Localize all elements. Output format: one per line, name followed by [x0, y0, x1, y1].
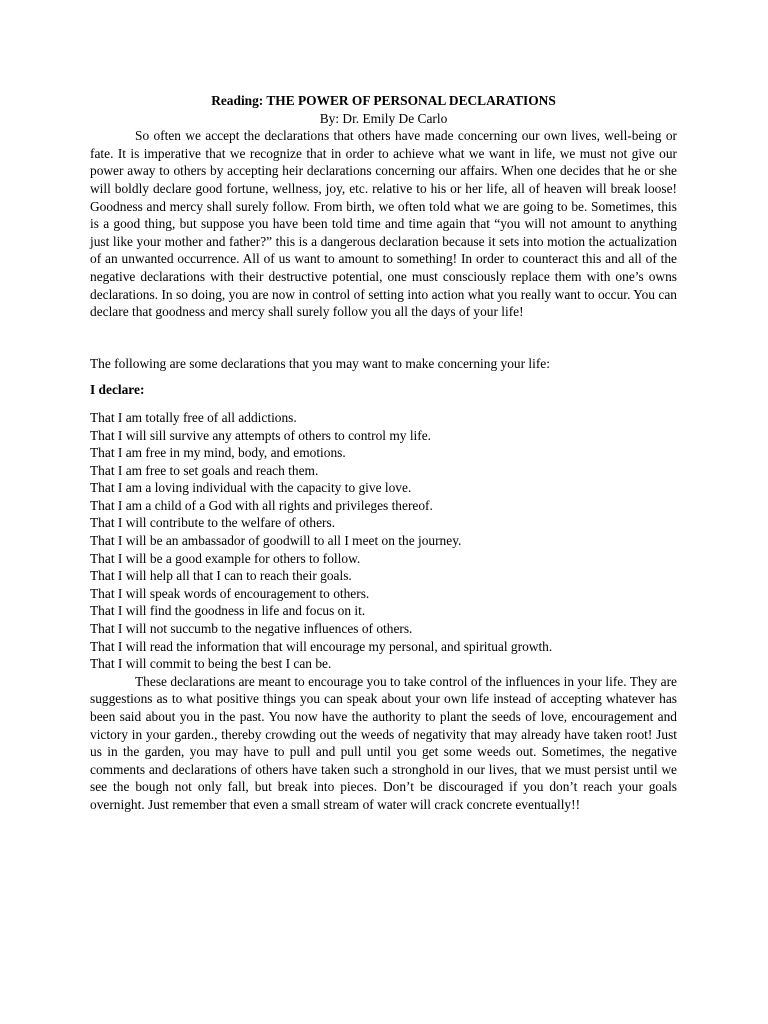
declaration-item: That I am free in my mind, body, and emotions. [90, 445, 346, 461]
declaration-item: That I am a loving individual with the capacity to give love. [90, 480, 412, 496]
declaration-item: That I will commit to being the best I can be. [90, 656, 332, 672]
declarations-list [90, 409, 677, 673]
declaration-item: That I am a child of a God with all rights and privileges thereof. [90, 497, 433, 513]
declaration-item: That I will sill survive any attempts of others to control my life. [90, 427, 432, 443]
declaration-item: That I will not succumb to the negative influences of others. [90, 621, 413, 637]
declaration-item: That I will contribute to the welfare of others. [90, 515, 336, 531]
document-body [90, 92, 677, 814]
declaration-item: That I will speak words of encouragement to others. [90, 585, 370, 601]
document-byline: By: Dr. Emily De Carlo [319, 110, 448, 126]
declaration-item: That I am free to set goals and reach them. [90, 462, 319, 478]
closing-paragraph: These declarations are meant to encourage you to take control of the influences in your life. They are suggestions as to what positive things you can speak about your own life instead of accepting whatever has been said about you in the past. You now have the authority to plant the seeds of love, encouragement and victory in your garden., thereby crowding out the weeds of negativity that may already have taken root! Just us in the garden, you may have to pull and pull until you get some weeds out. Sometimes, the negative comments and declarations of others have taken such a stronghold in our lives, that we must persist until we see the bough not only fall, but break into pieces. Don’t be discouraged if you don’t reach your goals overnight. Just remember that even a small stream of water will crack concrete eventually!! [90, 673, 677, 812]
document-title: Reading: THE POWER OF PERSONAL DECLARATIONS [211, 93, 556, 108]
declaration-item: That I will be an ambassador of goodwill to all I meet on the journey. [90, 533, 462, 549]
declaration-item: That I will read the information that will encourage my personal, and spiritual growth. [90, 638, 553, 654]
declaration-item: That I am totally free of all addictions. [90, 409, 297, 425]
declaration-item: That I will help all that I can to reach their goals. [90, 568, 352, 584]
opening-paragraph: So often we accept the declarations that others have made concerning our own lives, well-being or fate. It is imperative that we recognize that in order to achieve what we want in life, we must not give our power away to others by accepting heir declarations concerning our affairs. When one decides that he or she will boldly declare good fortune, wellness, joy, etc. relative to his or her life, all of heaven will break loose! Goodness and mercy shall surely follow. From birth, we often told what we are going to be. Sometimes, this is a good thing, but suppose you have been told time and time again that “you will not amount to anything just like your mother and father?” this is a dangerous declaration because it sets into motion the actualization of an unwanted occurrence. All of us want to amount to something! In order to counteract this and all of the negative declarations with their destructive potential, one must consciously replace them with one’s owns declarations. In so doing, you are now in control of setting into action what you really want to occur. You can declare that goodness and mercy shall surely follow you all the days of your life! [90, 128, 677, 320]
declaration-item: That I will be a good example for others to follow. [90, 550, 361, 566]
declaration-item: That I will find the goodness in life and focus on it. [90, 603, 366, 619]
declarations-intro: The following are some declarations that you may want to make concerning your life: [90, 355, 550, 371]
declare-heading: I declare: [90, 382, 145, 398]
